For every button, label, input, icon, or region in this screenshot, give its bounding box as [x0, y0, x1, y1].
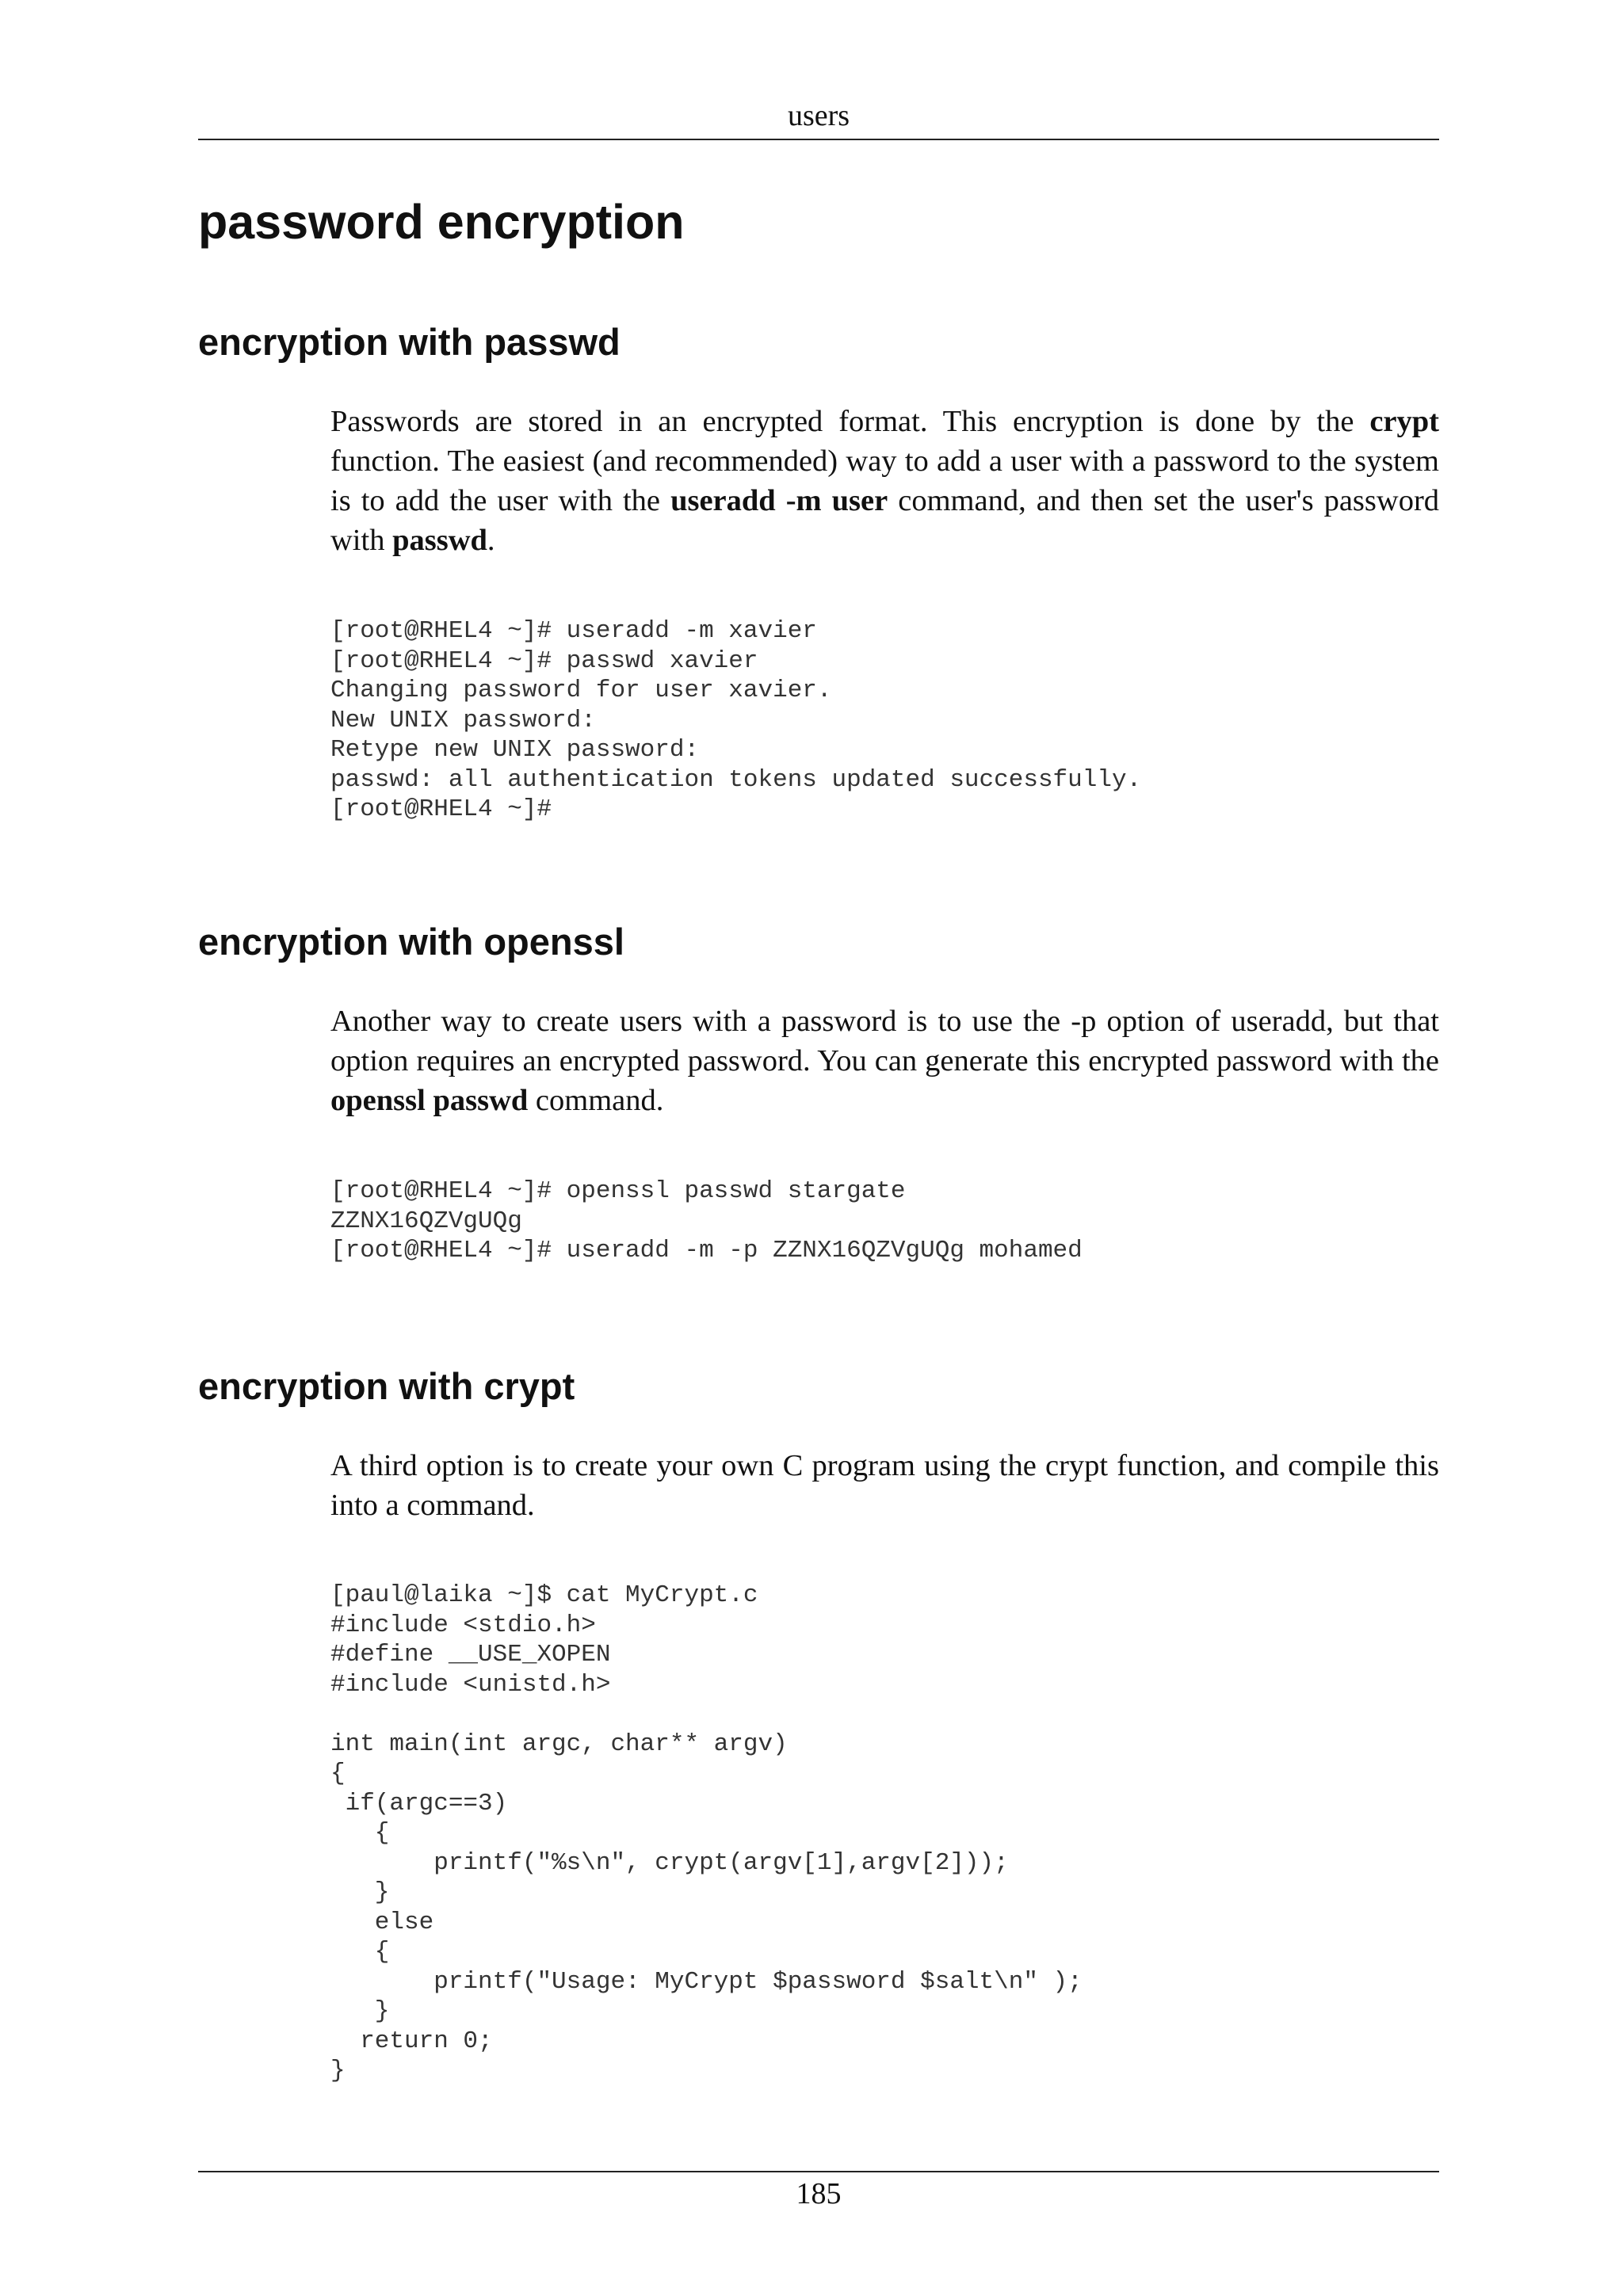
code-block-crypt	[330, 1581, 1439, 2086]
paragraph-text: A third option is to create your own C program using the crypt function, and compile this into a command.	[330, 1449, 1439, 1522]
code-line: passwd: all authentication tokens updated successfully.	[330, 765, 1142, 794]
code-line: }	[330, 1878, 390, 1906]
code-line: #include <stdio.h>	[330, 1611, 596, 1639]
section-heading-crypt: encryption with crypt	[198, 1365, 575, 1407]
paragraph-text: command.	[528, 1084, 664, 1117]
code-line: }	[330, 2057, 346, 2084]
code-line: [root@RHEL4 ~]#	[330, 795, 552, 823]
code-line: if(argc==3)	[330, 1789, 508, 1817]
section-paragraph-crypt	[330, 1446, 1439, 1525]
code-line: {	[330, 1938, 390, 1966]
bold-term: useradd -m user	[670, 484, 888, 517]
document-page	[198, 0, 1439, 2296]
code-line: [root@RHEL4 ~]# passwd xavier	[330, 646, 758, 675]
code-line	[330, 1699, 1439, 1730]
code-line: }	[330, 1997, 390, 2025]
code-line: Changing password for user xavier.	[330, 677, 832, 704]
page-title: password encryption	[198, 195, 685, 249]
code-line: #define __USE_XOPEN	[330, 1641, 611, 1669]
code-line: printf("%s\n", crypt(argv[1],argv[2]));	[330, 1848, 1009, 1877]
section-paragraph-openssl	[330, 1001, 1439, 1120]
code-line: [root@RHEL4 ~]# useradd -m xavier	[330, 617, 817, 645]
code-line: #include <unistd.h>	[330, 1670, 611, 1699]
bold-term: openssl passwd	[330, 1084, 529, 1117]
code-line: {	[330, 1819, 390, 1847]
paragraph-text: function. The easiest (and recommended) way to add a user with a password to the system is to add the user with the	[330, 444, 1439, 517]
bold-term: crypt	[1369, 405, 1439, 438]
section-paragraph-passwd	[330, 402, 1439, 560]
paragraph-text: command, and then set the user's password with	[330, 484, 1440, 557]
code-block-passwd	[330, 616, 1439, 825]
code-line: return 0;	[330, 2027, 493, 2055]
paragraph-text: Passwords are stored in an encrypted format. This encryption is done by the	[330, 405, 1370, 438]
code-line: printf("Usage: MyCrypt $password $salt\n" );	[330, 1967, 1083, 1996]
code-line: [root@RHEL4 ~]# openssl passwd stargate	[330, 1177, 906, 1205]
code-line: ZZNX16QZVgUQg	[330, 1207, 522, 1235]
running-header: users	[787, 99, 850, 132]
header-rule	[198, 139, 1439, 140]
paragraph-text: Another way to create users with a password is to use the -p option of useradd, but that option requires an encrypted password. You can generate this encrypted password with the	[330, 1005, 1439, 1077]
code-line: int main(int argc, char** argv)	[330, 1730, 788, 1758]
code-line: Retype new UNIX password:	[330, 736, 700, 764]
code-line: {	[330, 1760, 346, 1787]
code-line: else	[330, 1908, 434, 1936]
code-line: [paul@laika ~]$ cat MyCrypt.c	[330, 1581, 758, 1609]
paragraph-text: .	[487, 524, 495, 557]
section-heading-passwd: encryption with passwd	[198, 321, 621, 363]
bold-term: passwd	[392, 524, 487, 557]
code-line: [root@RHEL4 ~]# useradd -m -p ZZNX16QZVgUQg mohamed	[330, 1237, 1083, 1264]
code-block-openssl	[330, 1177, 1439, 1266]
section-heading-openssl: encryption with openssl	[198, 921, 624, 963]
code-line: New UNIX password:	[330, 706, 596, 734]
page-number: 185	[796, 2177, 842, 2210]
